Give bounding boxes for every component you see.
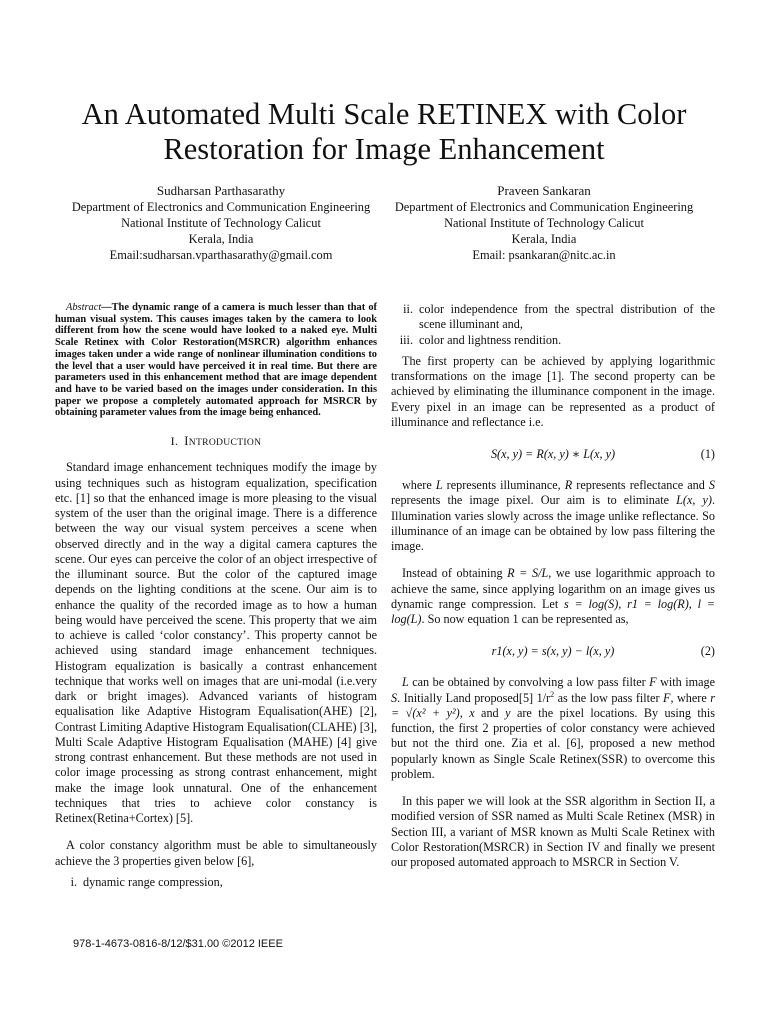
author-institute: National Institute of Technology Calicut: [444, 216, 644, 230]
author-department: Department of Electronics and Communication Engineering: [394, 200, 694, 214]
author-location: Kerala, India: [188, 232, 254, 246]
body-paragraph-5: In this paper we will look at the SSR algorithm in Section II, a modified version of SSR named as Multi Scale Retinex (MSR) in Section III, a variant of MSR known as Multi Scale Retinex with Color Restoration(MSRCR) in Section IV and finally we present our proposed automated approach to MSRCR in Section V.: [391, 794, 715, 869]
list-item-number: i.: [70, 874, 77, 889]
list-item: [391, 302, 715, 333]
equation-1: [391, 446, 715, 462]
section-heading-introduction: [55, 434, 377, 450]
author-email: Email:sudharsan.vparthasarathy@gmail.com: [109, 248, 333, 262]
body-paragraph-3: Instead of obtaining R = S/L, we use logarithmic approach to achieve the same, since applying logarithm on an image gives us dynamic range compression. Let s = log(S), r1 = log(R), l = log(L). So now equation 1 can be represented as,: [391, 566, 715, 626]
equation-number: (1): [700, 447, 715, 461]
property-list-start: [55, 875, 377, 890]
body-paragraph-4: L can be obtained by convolving a low pass filter F with image S. Initially Land proposed[5] $1/r^2$ as the low pass filter F, where r = √(x² + y²), x and y are the pixel locations. By using this function, the first 2 properties of color constancy were achieved but not the third one. Zia et al. [6], proposed a new method popularly known as Single Scale Retinex(SSR) to overcome this problem.: [391, 675, 715, 781]
body-paragraph-2: where L represents illuminance, R represents reflectance and S represents the image pixel. Our aim is to eliminate L(x, y). Illumination varies slowly across the image unlike reflectance. So illuminance of an image can be obtained by low pass filtering the image.: [391, 478, 715, 553]
intro-paragraph-1: Standard image enhancement techniques modify the image by using techniques such as histogram equalization, specification etc. [1] so that the enhanced image is more pleasing to the visual system of the user than the original image. There is a difference between the way our visual system perceives a scene when observed directly and in the way a digital camera captures the scene. Our eyes can perceive the color of an object irrespective of the illuminant source. But the color of the captured image depends on the lighting conditions at the scene. Our aim is to enhance the quality of the recorded image as to how a human being would have perceived the scene. This property that we aim to achieve is called ‘color constancy’. This property cannot be achieved using standard image enhancement techniques. Histogram equalization is basically a contrast enhancement technique that works well on images that are uni-modal (i.e.very dark or bright images). Advanced variants of histogram equalisation like Adaptive Histogram Equalisation(AHE) [2], Contrast Limiting Adaptive Histogram Equalisation(CLAHE) [3], Multi Scale Adaptive Histogram Equalisation (MAHE) [4] give strong contrast enhancement. But these methods are not used in color image processing as strong contrast enhancement, might make the image look unnatural. One of the enhancement techniques that tries to achieve color constancy is Retinex(Retina+Cortex) [5].: [55, 460, 377, 826]
author-block-1: [56, 183, 386, 263]
body-paragraph-1: The first property can be achieved by applying logarithmic transformations on the image [1]. The second property can be achieved by eliminating the illuminance component in the image. Every pixel in an image can be represented as a product of illuminance and reflectance i.e.: [391, 353, 715, 429]
abstract-text: —The dynamic range of a camera is much lesser than that of human visual system. This causes images taken by the camera to look different from how the scene would have looked to a naked eye. Multi Scale Retinex with Color Restoration(MSRCR) algorithm enhances images taken under a wide range of nonlinear illumination conditions to the level that a user would have perceived it in real time. But there are parameters used in this enhancement method that are image dependent and have to be varied based on the images under consideration. In this paper we propose a completely automated approach for MSRCR by obtaining parameter values from the image being enhanced.: [55, 302, 377, 419]
author-name: Sudharsan Parthasarathy: [156, 183, 286, 198]
list-item-number: iii.: [399, 332, 413, 347]
list-item-text: color independence from the spectral distribution of the scene illuminant and,: [419, 302, 715, 332]
author-location: Kerala, India: [511, 232, 577, 246]
copyright-footer: 978-1-4673-0816-8/12/$31.00 ©2012 IEEE: [73, 938, 283, 950]
list-item-text: dynamic range compression,: [83, 874, 223, 889]
list-item: [391, 333, 715, 348]
author-institute: National Institute of Technology Calicut: [121, 216, 321, 230]
author-block-2: [379, 183, 709, 263]
abstract: [55, 302, 377, 419]
author-department: Department of Electronics and Communication Engineering: [71, 200, 371, 214]
list-item-text: color and lightness rendition.: [419, 332, 562, 347]
section-number: I.: [170, 434, 179, 449]
equation-number: (2): [700, 644, 715, 659]
abstract-label: Abstract: [66, 302, 102, 313]
author-name: Praveen Sankaran: [497, 183, 591, 198]
intro-paragraph-2: A color constancy algorithm must be able to simultaneously achieve the 3 properties given below [6],: [55, 838, 377, 868]
paper-title: An Automated Multi Scale RETINEX with Color Restoration for Image Enhancement: [81, 97, 687, 166]
equation-2: [391, 643, 715, 659]
property-list-continued: [391, 302, 715, 348]
author-email: Email: psankaran@nitc.ac.in: [472, 248, 616, 262]
section-initial: I: [184, 434, 189, 449]
equation-expression: r1(x, y) = s(x, y) − l(x, y): [491, 644, 615, 659]
right-column: [391, 302, 715, 870]
list-item: [55, 875, 377, 890]
left-column: [55, 302, 377, 890]
list-item-number: ii.: [403, 302, 413, 316]
equation-expression: S(x, y) = R(x, y) ∗ L(x, y): [490, 447, 616, 461]
section-title-rest: NTRODUCTION: [188, 437, 262, 449]
